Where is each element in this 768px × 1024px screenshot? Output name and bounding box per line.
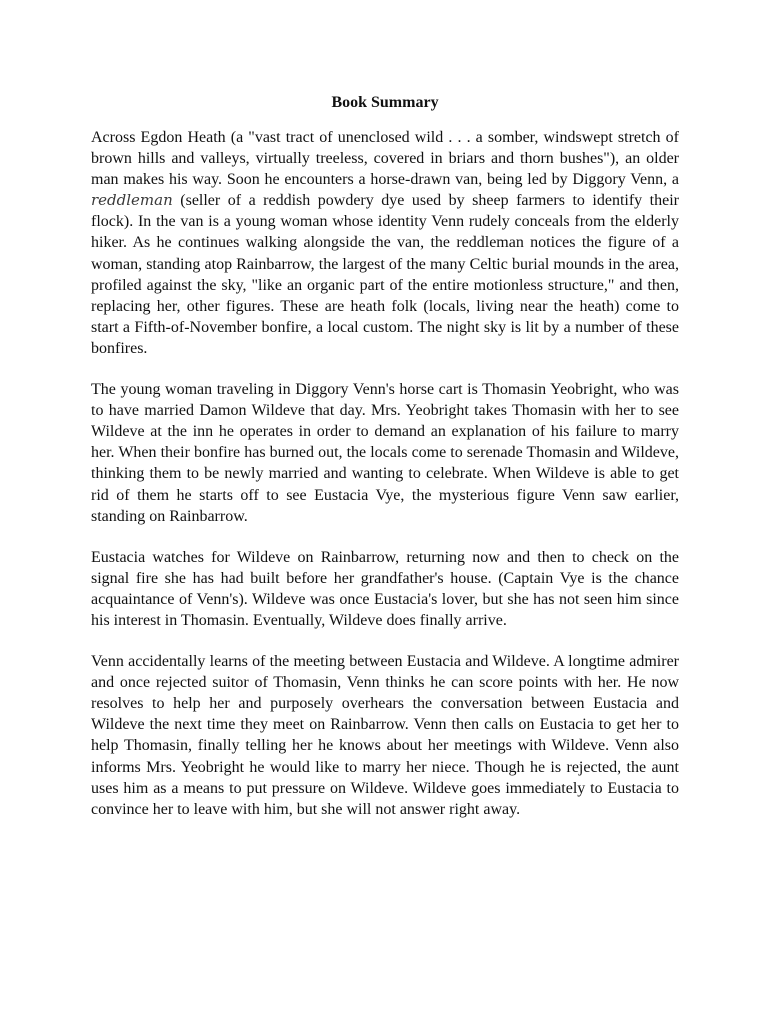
term-reddleman: reddleman — [91, 191, 173, 210]
paragraph-3: Eustacia watches for Wildeve on Rainbarrow, returning now and then to check on the signal fire she has had built before her grandfather's house. (Captain Vye is the chance acquaintance of Venn's). Wildeve was once Eustacia's lover, but she has not seen him since his interest in Thomasin. Eventually, Wildeve does finally arrive. — [91, 548, 679, 629]
paragraph-1 — [91, 127, 679, 359]
paragraph-1-text-before: Across Egdon Heath (a "vast tract of unenclosed wild . . . a somber, windswept stretch of brown hills and valleys, virtually treeless, covered in briars and thorn bushes"), an older man makes his way. Soon he encounters a horse-drawn van, being led by Diggory Venn, a — [91, 129, 679, 189]
paragraph-2: The young woman traveling in Diggory Venn's horse cart is Thomasin Yeobright, who was to have married Damon Wildeve that day. Mrs. Yeobright takes Thomasin with her to see Wildeve at the inn he operates in order to demand an explanation of his failure to marry her. When their bonfire has burned out, the locals come to serenade Thomasin and Wildeve, thinking them to be newly married and wanting to celebrate. When Wildeve is able to get rid of them he starts off to see Eustacia Vye, the mysterious figure Venn saw earlier, standing on Rainbarrow. — [91, 381, 679, 525]
document-page — [91, 92, 679, 840]
document-title: Book Summary — [331, 94, 439, 111]
paragraph-1-text-after: (seller of a reddish powdery dye used by sheep farmers to identify their flock). In the van is a young woman whose identity Venn rudely conceals from the elderly hiker. As he continues walking alongside the van, the reddleman notices the figure of a woman, standing atop Rainbarrow, the largest of the many Celtic burial mounds in the area, profiled against the sky, "like an organic part of the entire motionless structure," and then, replacing her, other figures. These are heath folk (locals, living near the heath) come to start a Fifth-of-November bonfire, a local custom. The night sky is lit by a number of these bonfires. — [91, 192, 679, 357]
paragraph-4: Venn accidentally learns of the meeting between Eustacia and Wildeve. A longtime admirer and once rejected suitor of Thomasin, Venn thinks he can score points with her. He now resolves to help her and purposely overhears the conversation between Eustacia and Wildeve the next time they meet on Rainbarrow. Venn then calls on Eustacia to get her to help Thomasin, finally telling her he knows about her meetings with Wildeve. Venn also informs Mrs. Yeobright he would like to marry her niece. Though he is rejected, the aunt uses him as a means to put pressure on Wildeve. Wildeve goes immediately to Eustacia to convince her to leave with him, but she will not answer right away. — [91, 653, 679, 818]
